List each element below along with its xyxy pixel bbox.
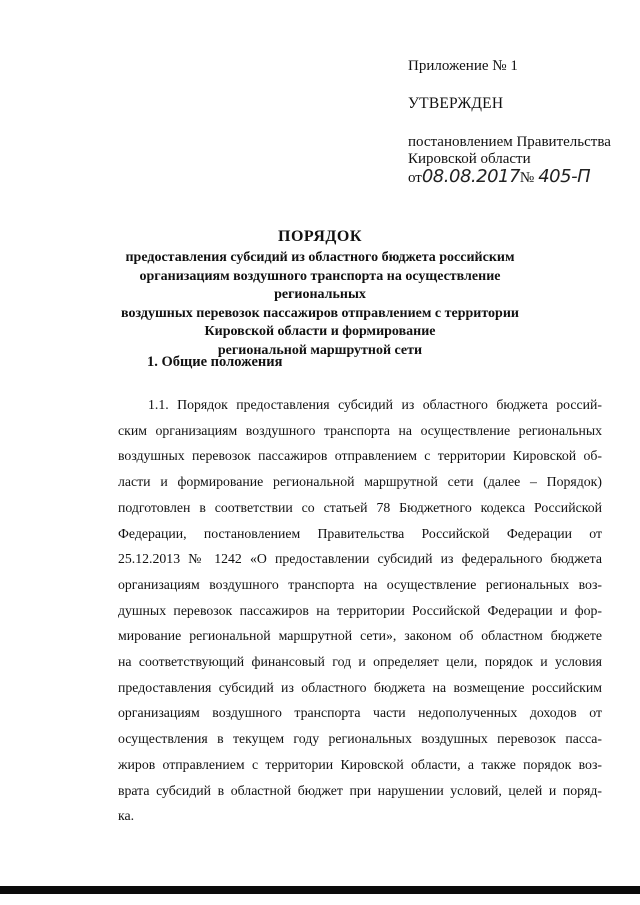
title-line: организациям воздушного транспорта на осуществление региональных (139, 268, 501, 302)
scan-bottom-edge (0, 886, 640, 894)
resolution-line-1: постановлением Правительства (408, 134, 611, 150)
number-sign: № (519, 170, 535, 186)
paragraph-line: подготовлен в соответствии со статьей 78 Бюджетного кодекса Российской (118, 499, 602, 515)
appendix-label: Приложение № 1 (408, 58, 518, 74)
paragraph-line: врата субсидий в областной бюджет при нарушении условий, целей и поряд- (118, 782, 602, 798)
paragraph-line: ласти и формирование региональной маршрутной сети (далее – Порядок) (118, 474, 602, 490)
handwritten-date: 08.08.2017 (421, 166, 520, 187)
paragraph-line: ским организациям воздушного транспорта на осуществление региональных (118, 422, 602, 438)
paragraph-line: жиров отправлением с территории Кировской области, а также порядок воз- (118, 756, 602, 772)
paragraph-line: Федерации, постановлением Правительства Российской Федерации от (118, 525, 602, 541)
approval-block (408, 58, 628, 187)
title-line: Кировской области и формирование (204, 324, 436, 339)
resolution-line-2: Кировской области (408, 151, 531, 167)
paragraph-line: организациям воздушного транспорта части недополученных доходов от (118, 705, 602, 721)
paragraph-1-1 (118, 392, 602, 829)
paragraph-line: мирование региональной маршрутной сети», законом об областном бюджете (118, 628, 602, 644)
title-line: воздушных перевозок пассажиров отправлением с территории (121, 305, 519, 321)
title-line: предоставления субсидий из областного бюджета российским (125, 250, 515, 265)
paragraph-line: осуществления в текущем году региональных воздушных перевозок пасса- (118, 731, 602, 747)
paragraph-line: воздушных перевозок пассажиров отправлением с территории Кировской об- (118, 448, 602, 464)
document-title (110, 228, 530, 360)
handwritten-number: 405-П (538, 166, 591, 187)
paragraph-line: организациям воздушного транспорта на осуществление региональных воз- (118, 576, 602, 592)
paragraph-line: 1.1. Порядок предоставления субсидий из областного бюджета россий- (148, 397, 602, 412)
paragraph-line: ка. (118, 808, 135, 824)
paragraph-line: на соответствующий финансовый год и определяет цели, порядок и условия (118, 654, 602, 670)
approved-stamp: УТВЕРЖДЕН (408, 95, 504, 112)
title-main: ПОРЯДОК (278, 228, 362, 245)
paragraph-line: душных перевозок пассажиров на территории Российской Федерации и фор- (118, 602, 602, 618)
resolution-date-line (408, 168, 628, 187)
section-heading: 1. Общие положения (147, 354, 283, 370)
title-line: региональной маршрутной сети (217, 342, 423, 358)
paragraph-line: 25.12.2013 № 1242 «О предоставлении субсидий из федерального бюджета (118, 551, 602, 567)
paragraph-line: предоставления субсидий из областного бюджета на возмещение российским (118, 679, 602, 695)
date-prefix: от (408, 170, 422, 186)
